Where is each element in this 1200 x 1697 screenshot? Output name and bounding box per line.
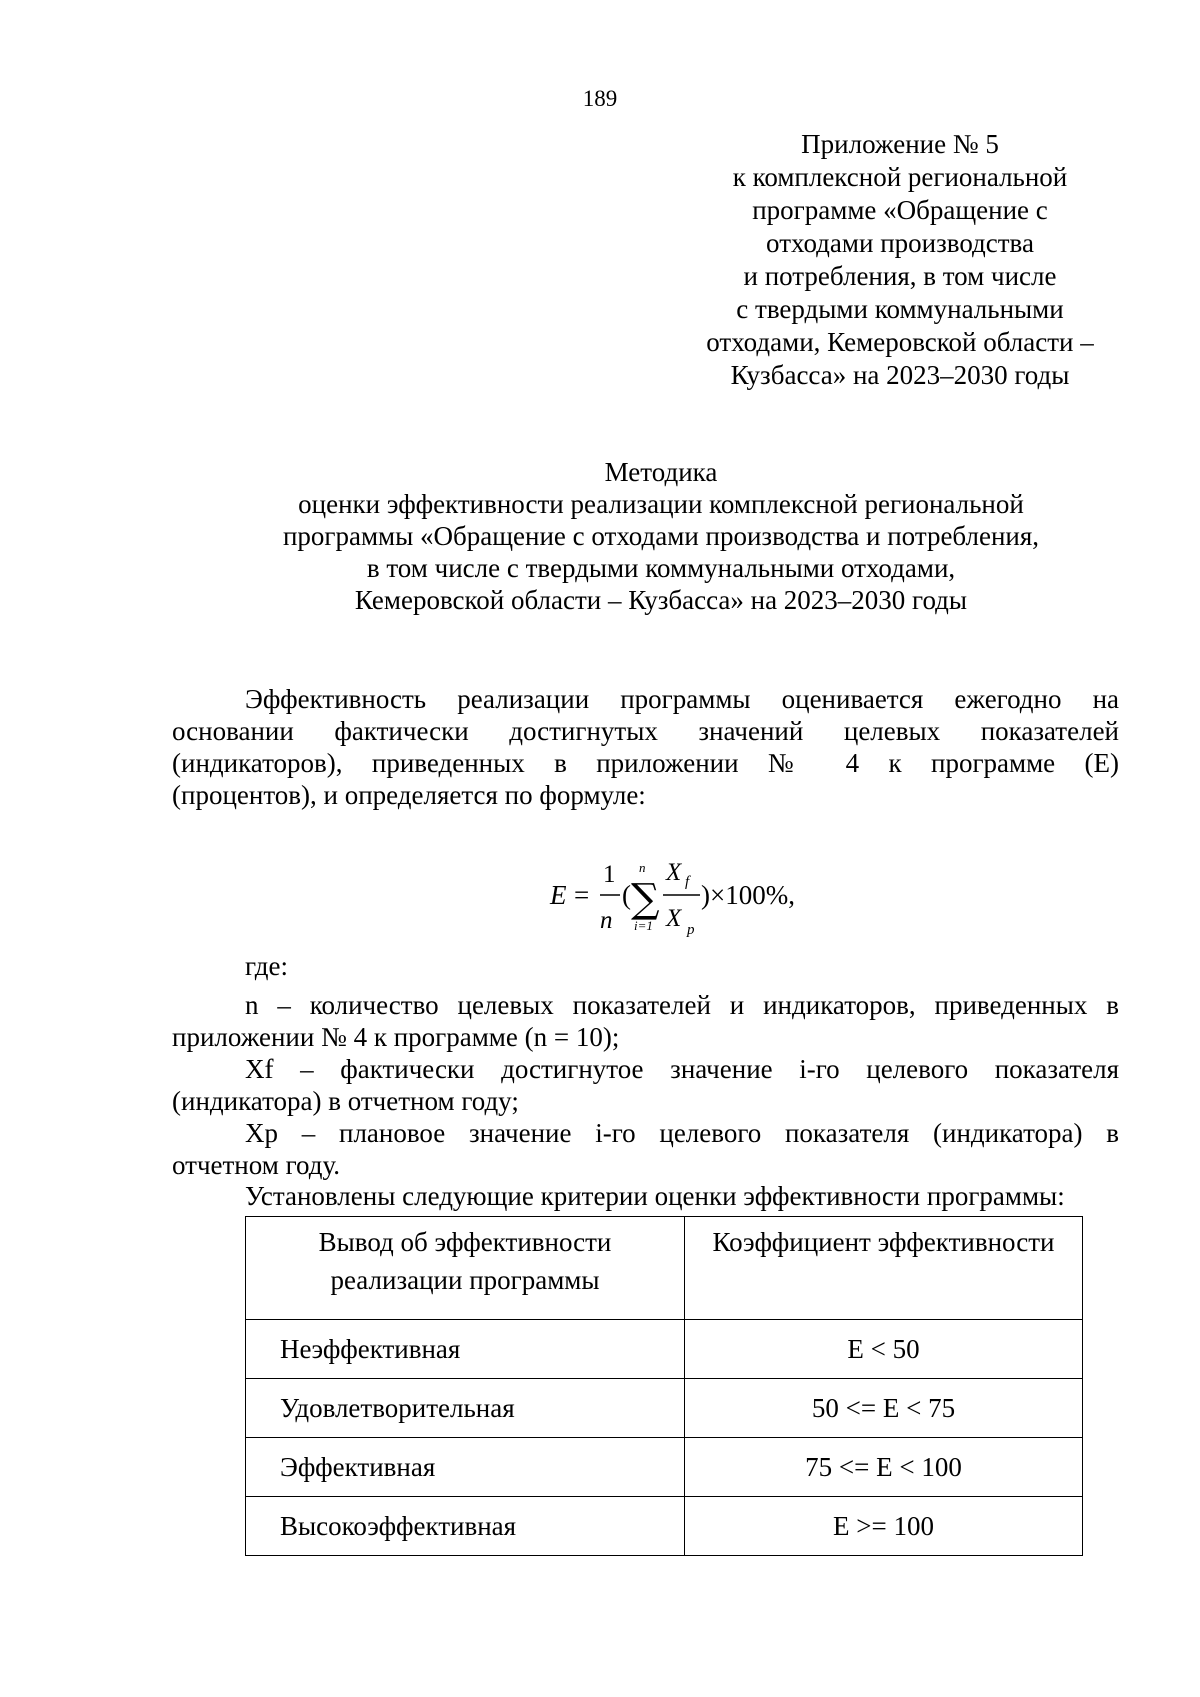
formula-lhs: E — [550, 880, 567, 910]
definition-xf — [172, 1053, 1119, 1117]
appendix-line: отходами производства — [766, 228, 1034, 258]
table-cell-conclusion: Удовлетворительная — [246, 1379, 685, 1438]
intro-line: Эффективность реализации программы оценивается ежегодно на — [245, 684, 1119, 714]
table-header-row — [246, 1217, 1083, 1320]
appendix-line: к комплексной региональной — [732, 162, 1068, 192]
table-cell-coefficient: E < 50 — [685, 1320, 1083, 1379]
table-row — [246, 1379, 1083, 1438]
formula-numerator: 1 — [603, 861, 616, 888]
table-header-coefficient: Коэффициент эффективности — [685, 1217, 1083, 1320]
sigma-icon: ∑ — [631, 876, 660, 922]
appendix-line: Кузбасса» на 2023–2030 годы — [730, 360, 1070, 390]
table-cell-coefficient: 50 <= E < 75 — [685, 1379, 1083, 1438]
table-header-conclusion — [246, 1217, 685, 1320]
formula-sub-f: f — [685, 874, 690, 890]
table-row — [246, 1438, 1083, 1497]
intro-line: основании фактически достигнутых значений целевых показателей — [172, 716, 1119, 746]
formula-equals: = — [574, 880, 590, 910]
header-line: реализации программы — [330, 1265, 600, 1295]
formula-x-plan: X — [666, 905, 682, 932]
table-row — [246, 1320, 1083, 1379]
title-line: программы «Обращение с отходами производства и потребления, — [282, 521, 1040, 551]
intro-line: (индикаторов), приведенных в приложении № 4 к программе (Е) — [172, 748, 1119, 778]
formula-sum-lower: i=1 — [634, 918, 653, 933]
definition-xp — [172, 1117, 1119, 1181]
where-label: где: — [245, 951, 288, 981]
title-line: Кемеровской области – Кузбасса» на 2023–2030 годы — [354, 585, 968, 615]
formula-x-actual: X — [666, 859, 682, 886]
definition-line: Xp – плановое значение i-го целевого показателя (индикатора) в — [245, 1118, 1119, 1148]
table-cell-coefficient: E >= 100 — [685, 1497, 1083, 1556]
intro-line: (процентов), и определяется по формуле: — [172, 780, 646, 810]
formula-sub-p: p — [687, 922, 695, 938]
title-line: оценки эффективности реализации комплексной региональной — [298, 489, 1024, 519]
formula-open-paren: ( — [622, 880, 631, 910]
criteria-intro: Установлены следующие критерии оценки эффективности программы: — [245, 1181, 1065, 1211]
appendix-line: с твердыми коммунальными — [736, 294, 1064, 324]
definition-line: приложении № 4 к программе (n = 10); — [172, 1022, 620, 1052]
formula-sum-upper: n — [639, 860, 646, 875]
document-title — [240, 456, 1082, 616]
formula-tail: )×100%, — [701, 880, 795, 910]
definition-line: n – количество целевых показателей и индикаторов, приведенных в — [245, 990, 1119, 1020]
appendix-header — [680, 128, 1120, 392]
definition-n — [172, 989, 1119, 1053]
appendix-line: Приложение № 5 — [801, 129, 999, 159]
page-number: 189 — [582, 86, 618, 111]
efficiency-formula — [548, 852, 868, 942]
criteria-table — [245, 1216, 1083, 1556]
appendix-line: отходами, Кемеровской области – — [706, 327, 1094, 357]
definition-line: отчетном году. — [172, 1150, 340, 1180]
title-line: Методика — [604, 457, 718, 487]
definition-line: Xf – фактически достигнутое значение i-го целевого показателя — [245, 1054, 1119, 1084]
appendix-line: программе «Обращение с — [752, 195, 1048, 225]
title-line: в том числе с твердыми коммунальными отходами, — [366, 553, 956, 583]
table-cell-coefficient: 75 <= E < 100 — [685, 1438, 1083, 1497]
intro-paragraph — [172, 683, 1119, 811]
table-cell-conclusion: Неэффективная — [246, 1320, 685, 1379]
formula-denominator: n — [600, 907, 613, 934]
appendix-line: и потребления, в том числе — [743, 261, 1057, 291]
definition-line: (индикатора) в отчетном году; — [172, 1086, 519, 1116]
table-cell-conclusion: Эффективная — [246, 1438, 685, 1497]
header-line: Вывод об эффективности — [318, 1227, 612, 1257]
table-cell-conclusion: Высокоэффективная — [246, 1497, 685, 1556]
table-row — [246, 1497, 1083, 1556]
